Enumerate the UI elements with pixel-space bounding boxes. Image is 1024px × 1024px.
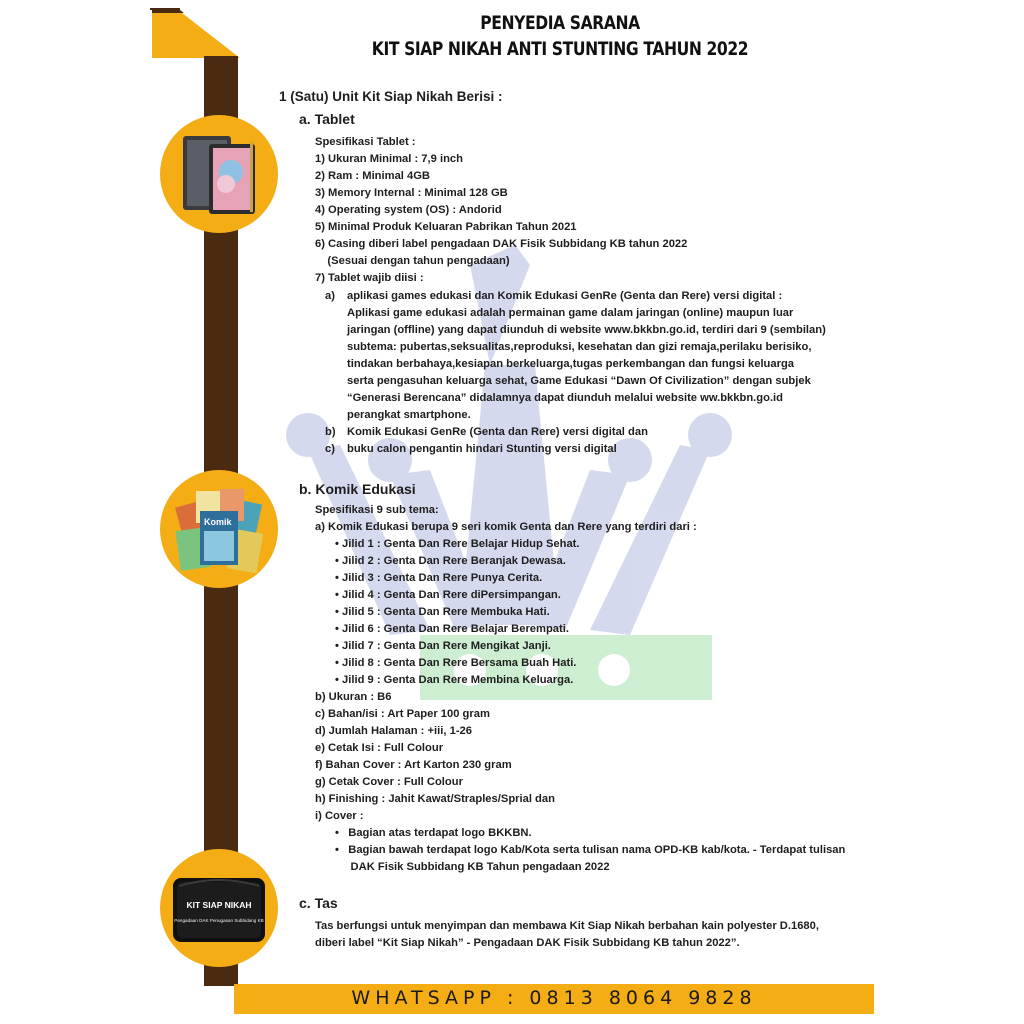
tablet-heading: a. Tablet [299,111,355,127]
tablet-spec: 5) Minimal Produk Keluaran Pabrikan Tahun 2021 [315,221,577,233]
tas-circle [160,849,278,967]
footer-banner [234,984,874,1014]
svg-text:Pengadaan DAK Penugasan Subbid: Pengadaan DAK Penugasan Subbidang KB [174,918,264,923]
page-title-line2: KIT SIAP NIKAH ANTI STUNTING TAHUN 2022 [371,38,749,60]
jilid-item: • Jilid 4 : Genta Dan Rere diPersimpangan. [335,589,561,601]
whatsapp-contact[interactable]: WHATSAPP : 0813 8064 9828 [351,987,757,1009]
jilid-item: • Jilid 9 : Genta Dan Rere Membina Keluarga. [335,674,574,686]
tablet-spec: 7) Tablet wajib diisi : [315,272,424,284]
bag-image [169,870,269,946]
sub-a-line: perangkat smartphone. [347,409,471,421]
tas-line: diberi label “Kit Siap Nikah” - Pengadaan DAK Fisik Subbidang KB tahun 2022”. [315,937,740,949]
sub-marker: c) [325,443,335,455]
tablet-spec: 4) Operating system (OS) : Andorid [315,204,502,216]
sub-a-line: serta pengasuhan keluarga sehat, Game Edukasi “Dawn Of Civilization” dengan subjek [347,375,811,387]
tablet-spec: 3) Memory Internal : Minimal 128 GB [315,187,508,199]
komik-spec: d) Jumlah Halaman : +iii, 1-26 [315,725,472,737]
tablet-image [179,132,259,216]
cover-bullet: • Bagian bawah terdapat logo Kab/Kota serta tulisan nama OPD-KB kab/kota. - Terdapat tulisan [335,844,846,856]
jilid-item: • Jilid 7 : Genta Dan Rere Mengikat Janji. [335,640,551,652]
sub-a-line: jaringan (offline) yang dapat diunduh di website www.bkkbn.go.id, terdiri dari 9 (sembilan) [347,324,826,336]
komik-spec: i) Cover : [315,810,364,822]
tas-heading: c. Tas [299,895,338,911]
page-title-line1: PENYEDIA SARANA [480,12,640,34]
jilid-item: • Jilid 6 : Genta Dan Rere Belajar Berempati. [335,623,569,635]
komik-spec: c) Bahan/isi : Art Paper 100 gram [315,708,490,720]
tablet-spec: 6) Casing diberi label pengadaan DAK Fisik Subbidang KB tahun 2022 [315,238,688,250]
tas-line: Tas berfungsi untuk menyimpan dan membawa Kit Siap Nikah berbahan kain polyester D.1680, [315,920,819,932]
jilid-item: • Jilid 3 : Genta Dan Rere Punya Cerita. [335,572,543,584]
svg-text:Komik: Komik [204,517,232,527]
top-decoration [150,8,250,60]
tablet-spec: (Sesuai dengan tahun pengadaan) [315,255,510,267]
komik-spec: e) Cetak Isi : Full Colour [315,742,444,754]
komik-line: Spesifikasi 9 sub tema: [315,504,439,516]
tablet-spec: 2) Ram : Minimal 4GB [315,170,431,182]
cover-bullet: • Bagian atas terdapat logo BKKBN. [335,827,532,839]
sub-a-line: “Generasi Berencana” didalamnya dapat diunduh melalui website ww.bkkbn.go.id [347,392,783,404]
sub-a-line: tindakan berbahaya,kesiapan berkeluarga,tugas perkembangan dan fungsi keluarga [347,358,795,370]
sub-a-line: Aplikasi game edukasi adalah permainan game dalam jaringan (online) maupun luar [347,307,794,319]
komik-spec: g) Cetak Cover : Full Colour [315,776,463,788]
sub-a-line: aplikasi games edukasi dan Komik Edukasi GenRe (Genta dan Rere) versi digital : [347,290,783,302]
tablet-spec: 1) Ukuran Minimal : 7,9 inch [315,153,463,165]
komik-heading: b. Komik Edukasi [299,481,416,497]
sub-b-line: Komik Edukasi GenRe (Genta dan Rere) versi digital dan [347,426,648,438]
tablet-circle [160,115,278,233]
komik-image [170,483,268,575]
sub-c-line: buku calon pengantin hindari Stunting versi digital [347,443,617,455]
tablet-spec: Spesifikasi Tablet : [315,136,416,148]
jilid-item: • Jilid 5 : Genta Dan Rere Membuka Hati. [335,606,550,618]
intro-heading: 1 (Satu) Unit Kit Siap Nikah Berisi : [279,89,503,104]
komik-line: a) Komik Edukasi berupa 9 seri komik Genta dan Rere yang terdiri dari : [315,521,697,533]
komik-spec: b) Ukuran : B6 [315,691,392,703]
jilid-item: • Jilid 1 : Genta Dan Rere Belajar Hidup Sehat. [335,538,580,550]
sub-marker: a) [325,290,335,302]
sub-marker: b) [325,426,336,438]
sub-a-line: subtema: pubertas,seksualitas,reproduksi, kesehatan dan gizi remaja,perilaku berisiko, [347,341,812,353]
jilid-item: • Jilid 2 : Genta Dan Rere Beranjak Dewasa. [335,555,566,567]
svg-text:KIT SIAP NIKAH: KIT SIAP NIKAH [186,900,252,910]
komik-spec: f) Bahan Cover : Art Karton 230 gram [315,759,512,771]
jilid-item: • Jilid 8 : Genta Dan Rere Bersama Buah Hati. [335,657,577,669]
komik-circle [160,470,278,588]
cover-bullet: DAK Fisik Subbidang KB Tahun pengadaan 2022 [335,861,610,873]
komik-spec: h) Finishing : Jahit Kawat/Straples/Sprial dan [315,793,555,805]
